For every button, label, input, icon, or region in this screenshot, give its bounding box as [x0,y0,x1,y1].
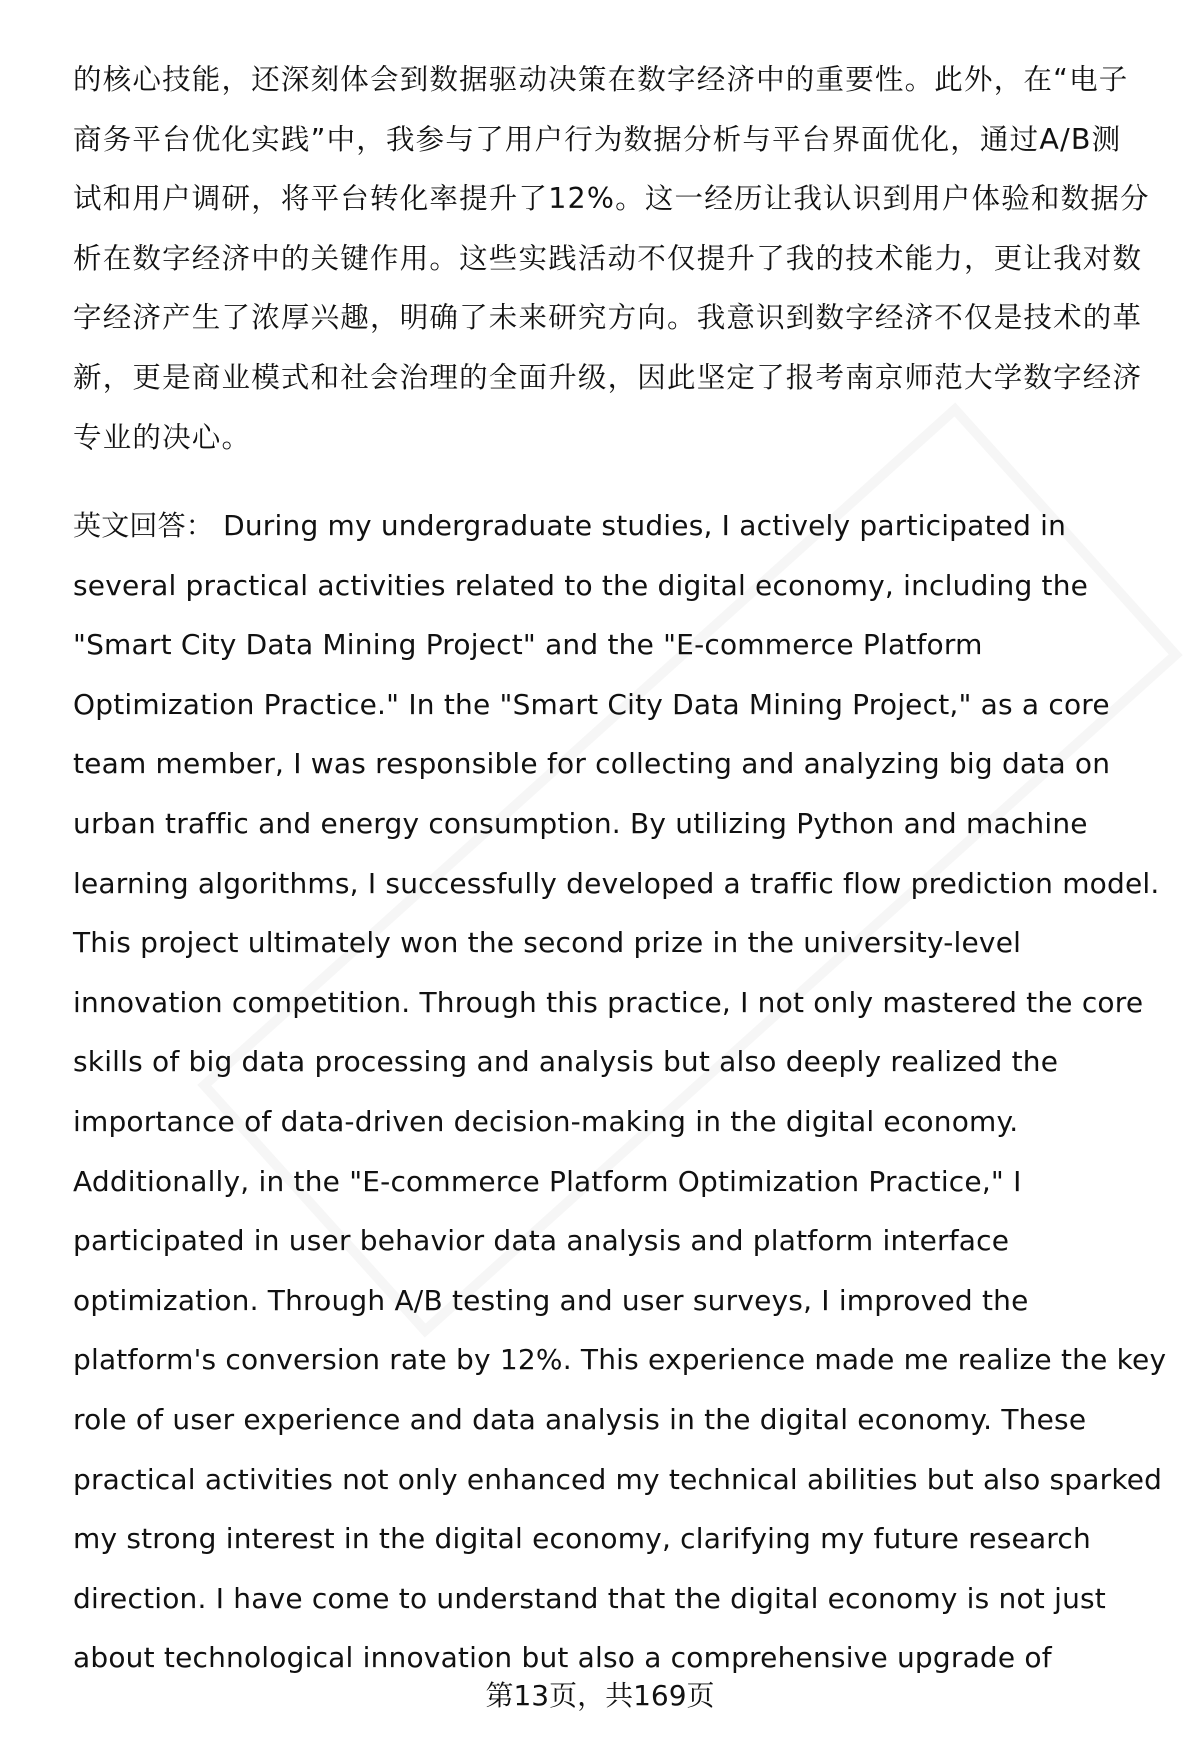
text-line: This project ultimately won the second prize in the university-level [73,926,1022,960]
text-line: practical activities not only enhanced my technical abilities but also sparked [73,1462,1163,1496]
text-line: 专业的决心。 [73,420,252,454]
text-line: several practical activities related to the digital economy, including the [73,568,1089,602]
text-line: optimization. Through A/B testing and user surveys, I improved the [73,1283,1029,1317]
text-line: 商务平台优化实践”中，我参与了用户行为数据分析与平台界面优化，通过A/B测 [73,122,1122,156]
text-line: 的核心技能，还深刻体会到数据驱动决策在数字经济中的重要性。此外，在“电子 [73,63,1129,96]
text-line: 析在数字经济中的关键作用。这些实践活动不仅提升了我的技术能力，更让我对数 [73,241,1143,275]
text-line: urban traffic and energy consumption. By utilizing Python and machine [73,807,1088,840]
text-line: my strong interest in the digital economy, clarifying my future research [73,1522,1091,1556]
text-line: role of user experience and data analysis in the digital economy. These [73,1403,1087,1436]
text-line: 试和用户调研，将平台转化率提升了12%。这一经历让我认识到用户体验和数据分 [73,182,1150,216]
text-line: innovation competition. Through this practice, I not only mastered the core [73,985,1144,1019]
text-line: platform's conversion rate by 12%. This experience made me realize the key [73,1343,1167,1377]
text-line: "Smart City Data Mining Project" and the "E-commerce Platform [73,628,983,662]
text-line: learning algorithms, I successfully developed a traffic flow prediction model. [73,866,1160,900]
text-line: about technological innovation but also a comprehensive upgrade of [73,1641,1052,1675]
text-line: Optimization Practice." In the "Smart City Data Mining Project," as a core [73,687,1110,721]
text-line: 新，更是商业模式和社会治理的全面升级，因此坚定了报考南京师范大学数字经济 [73,361,1143,394]
text-line: participated in user behavior data analysis and platform interface [73,1224,1010,1258]
page-number-footer: 第13页，共169页 [485,1679,715,1712]
text-line: 英文回答： During my undergraduate studies, I actively participated in [73,509,1067,542]
text-line: Additionally, in the "E-commerce Platform Optimization Practice," I [73,1164,1022,1198]
text-line: direction. I have come to understand that the digital economy is not just [73,1581,1106,1615]
text-line: skills of big data processing and analysis but also deeply realized the [73,1045,1059,1079]
text-line: team member, I was responsible for collecting and analyzing big data on [73,747,1111,781]
text-line: 字经济产生了浓厚兴趣，明确了未来研究方向。我意识到数字经济不仅是技术的革 [73,301,1143,335]
text-line: importance of data-driven decision-making in the digital economy. [73,1105,1019,1138]
